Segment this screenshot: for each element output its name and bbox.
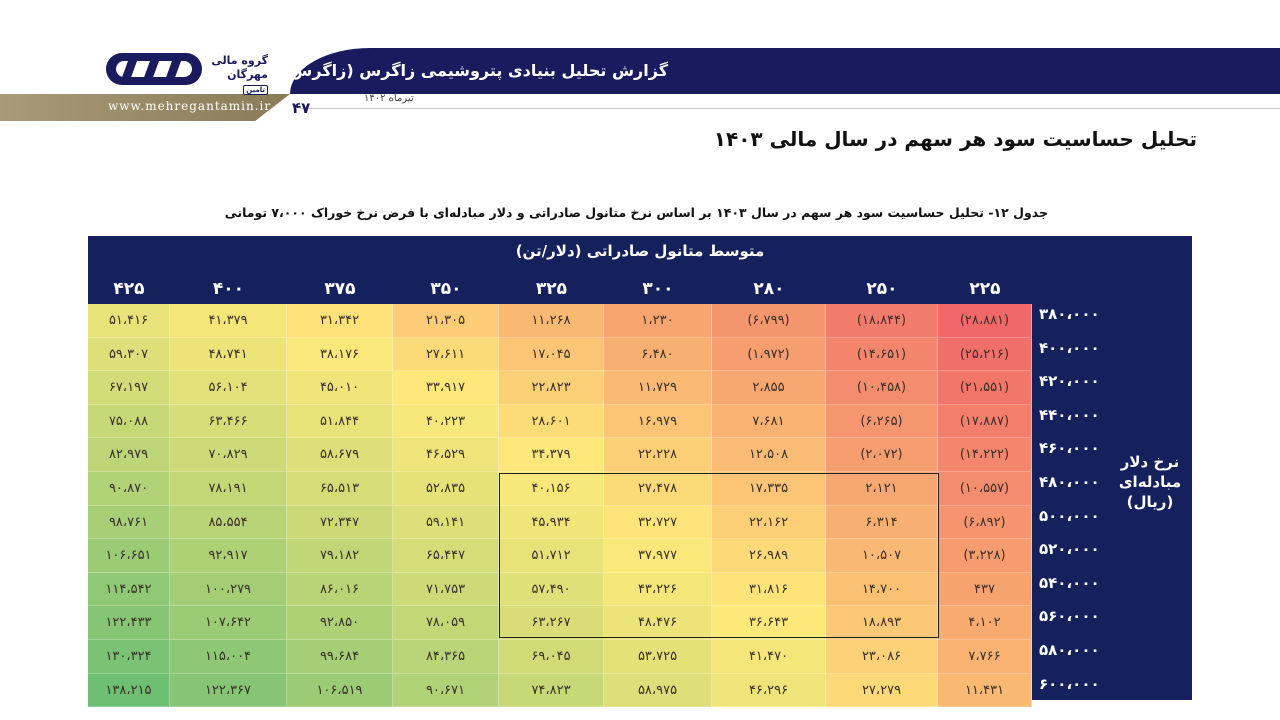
report-title: گزارش تحلیل بنیادی پتروشیمی زاگرس (زاگرس): [282, 61, 668, 80]
logo-tag: تامین: [243, 85, 268, 95]
table-cell: ۶۳،۲۶۷: [499, 606, 604, 640]
row-header: ۵۴۰،۰۰۰: [1039, 573, 1100, 592]
column-group-title: متوسط متانول صادراتی (دلار/تن): [515, 242, 765, 260]
table-cell: ۵۱،۷۱۲: [499, 539, 604, 573]
website-link[interactable]: www.mehregantamin.ir: [108, 99, 272, 113]
table-cell: (۱۴،۶۵۱): [826, 338, 938, 372]
column-header: ۳۰۰: [642, 279, 674, 299]
table-cell: ۴۰،۲۲۳: [393, 405, 499, 439]
table-cell: ۶۳،۴۶۶: [170, 405, 287, 439]
page-number: ۴۷: [292, 99, 311, 117]
page-title: تحلیل حساسیت سود هر سهم در سال مالی ۱۴۰۳: [713, 127, 1197, 151]
table-cell: ۵۲،۸۳۵: [393, 472, 499, 506]
table-cell: ۶۹،۰۴۵: [499, 640, 604, 674]
table-cell: ۴،۱۰۲: [938, 606, 1032, 640]
table-cell: (۱۸،۸۴۴): [826, 304, 938, 338]
table-cell: ۷۹،۱۸۲: [287, 539, 393, 573]
table-cell: ۶،۳۱۴: [826, 506, 938, 540]
table-caption: جدول ۱۲- تحلیل حساسیت سود هر سهم در سال ۱۴۰۳ بر اساس نرخ متانول صادراتی و دلار مبادله‌ای با فرض نرخ خوراک ۷،۰۰۰ تومانی: [224, 205, 1048, 220]
table-cell: ۱۱،۴۳۱: [938, 674, 1032, 708]
table-cell: ۵۷،۴۹۰: [499, 573, 604, 607]
table-cell: ۲۲،۸۲۳: [499, 371, 604, 405]
table-cell: (۲۸،۸۸۱): [938, 304, 1032, 338]
row-header: ۵۶۰،۰۰۰: [1039, 607, 1100, 626]
table-cell: (۶،۸۹۲): [938, 506, 1032, 540]
table-cell: ۴۱،۳۷۹: [170, 304, 287, 338]
table-cell: (۱۰،۴۵۸): [826, 371, 938, 405]
table-cell: ۱۱۵،۰۰۴: [170, 640, 287, 674]
column-header: ۳۵۰: [430, 279, 462, 299]
table-cell: ۴۵،۹۳۴: [499, 506, 604, 540]
table-cell: ۷۸،۱۹۱: [170, 472, 287, 506]
table-cell: ۱۰۰،۲۷۹: [170, 573, 287, 607]
row-header: ۶۰۰،۰۰۰: [1039, 674, 1100, 693]
table-cell: ۴۱،۴۷۰: [712, 640, 826, 674]
table-cell: ۳۱،۳۴۲: [287, 304, 393, 338]
table-cell: ۳۳،۹۱۷: [393, 371, 499, 405]
table-cell: ۴۸،۴۷۶: [604, 606, 712, 640]
row-header: ۴۶۰،۰۰۰: [1039, 439, 1100, 458]
table-cell: ۲۳،۰۸۶: [826, 640, 938, 674]
table-cell: (۱۴،۲۲۲): [938, 438, 1032, 472]
table-cell: ۲۷،۶۱۱: [393, 338, 499, 372]
table-cell: ۱۴،۷۰۰: [826, 573, 938, 607]
table-cell: ۳۴،۳۷۹: [499, 438, 604, 472]
table-cell: ۳۱،۸۱۶: [712, 573, 826, 607]
table-cell: ۵۶،۱۰۴: [170, 371, 287, 405]
column-header: ۲۸۰: [753, 279, 785, 299]
table-cell: ۷۵،۰۸۸: [88, 405, 170, 439]
table-cell: (۲۱،۵۵۱): [938, 371, 1032, 405]
table-cell: ۹۰،۶۷۱: [393, 674, 499, 708]
table-cell: ۳۸،۱۷۶: [287, 338, 393, 372]
table-cell: ۷۲،۳۴۷: [287, 506, 393, 540]
row-header: ۴۰۰،۰۰۰: [1039, 338, 1100, 357]
table-cell: ۵۹،۳۰۷: [88, 338, 170, 372]
table-cell: ۲۲،۱۶۲: [712, 506, 826, 540]
row-header: ۴۲۰،۰۰۰: [1039, 372, 1100, 391]
table-cell: (۲،۰۷۲): [826, 438, 938, 472]
table-cell: ۱۳۰،۳۲۴: [88, 640, 170, 674]
row-header: ۴۴۰،۰۰۰: [1039, 405, 1100, 424]
row-header: ۳۸۰،۰۰۰: [1039, 305, 1100, 323]
table-cell: ۸۵،۵۵۴: [170, 506, 287, 540]
table-cell: ۲۸،۶۰۱: [499, 405, 604, 439]
table-cell: ۶۷،۱۹۷: [88, 371, 170, 405]
table-cell: ۹۰،۸۷۰: [88, 472, 170, 506]
table-cell: ۴۶،۲۹۶: [712, 674, 826, 708]
table-cell: ۷۱،۷۵۳: [393, 573, 499, 607]
company-logo-icon: [104, 50, 204, 88]
table-cell: ۲۷،۲۷۹: [826, 674, 938, 708]
table-cell: ۲،۱۲۱: [826, 472, 938, 506]
table-cell: ۹۸،۷۶۱: [88, 506, 170, 540]
row-header: ۵۸۰،۰۰۰: [1039, 641, 1100, 659]
table-cell: ۴۸،۷۴۱: [170, 338, 287, 372]
table-cell: ۷۰،۸۲۹: [170, 438, 287, 472]
table-cell: ۱۱،۲۶۸: [499, 304, 604, 338]
table-cell: ۱۷،۳۳۵: [712, 472, 826, 506]
table-cell: ۲۱،۳۰۵: [393, 304, 499, 338]
table-cell: ۱۸،۸۹۳: [826, 606, 938, 640]
table-cell: ۷،۷۶۶: [938, 640, 1032, 674]
table-cell: ۵۸،۶۷۹: [287, 438, 393, 472]
table-cell: ۹۲،۹۱۷: [170, 539, 287, 573]
logo-line-2-text: مهرگان: [227, 68, 268, 81]
table-cell: ۸۶،۰۱۶: [287, 573, 393, 607]
table-cell: ۶،۴۸۰: [604, 338, 712, 372]
table-cell: ۳۲،۷۲۷: [604, 506, 712, 540]
table-cell: ۶۵،۵۱۳: [287, 472, 393, 506]
table-cell: (۱۷،۸۸۷): [938, 405, 1032, 439]
table-cell: (۱۰،۵۵۷): [938, 472, 1032, 506]
table-cell: ۹۹،۶۸۴: [287, 640, 393, 674]
logo-line-1: گروه مالی: [211, 54, 268, 67]
table-cell: ۸۴،۳۶۵: [393, 640, 499, 674]
table-cell: (۶،۷۹۹): [712, 304, 826, 338]
table-cell: ۱۳۸،۲۱۵: [88, 674, 170, 708]
table-cell: ۱۲۲،۴۳۳: [88, 606, 170, 640]
table-cell: ۱۰۶،۵۱۹: [287, 674, 393, 708]
table-cell: ۱۱،۷۲۹: [604, 371, 712, 405]
row-axis-label: [1112, 452, 1188, 512]
table-cell: ۱۶،۹۷۹: [604, 405, 712, 439]
column-header: ۳۲۵: [535, 279, 568, 299]
column-header: ۳۷۵: [324, 279, 356, 299]
table-cell: ۱۷،۰۴۵: [499, 338, 604, 372]
table-cell: ۷۴،۸۲۳: [499, 674, 604, 708]
column-header: ۴۲۵: [113, 279, 145, 299]
table-cell: ۵۳،۷۲۵: [604, 640, 712, 674]
table-cell: (۲۵،۲۱۶): [938, 338, 1032, 372]
table-cell: ۲،۸۵۵: [712, 371, 826, 405]
table-cell: ۳۶،۶۴۳: [712, 606, 826, 640]
table-cell: ۸۲،۹۷۹: [88, 438, 170, 472]
row-axis-label-1: نرخ دلار: [1120, 453, 1180, 471]
table-cell: ۱۰۷،۶۴۲: [170, 606, 287, 640]
table-cell: ۱۱۴،۵۴۲: [88, 573, 170, 607]
table-cell: ۴۵،۰۱۰: [287, 371, 393, 405]
table-cell: ۲۲،۲۲۸: [604, 438, 712, 472]
table-cell: ۶۵،۴۴۷: [393, 539, 499, 573]
row-header: ۴۸۰،۰۰۰: [1039, 473, 1100, 491]
table-cell: ۵۱،۸۴۴: [287, 405, 393, 439]
table-cell: ۱۰۶،۶۵۱: [88, 539, 170, 573]
row-axis-label-2: مبادله‌ای: [1118, 473, 1182, 491]
report-date: تیرماه ۱۴۰۲: [364, 93, 414, 104]
table-cell: ۷۸،۰۵۹: [393, 606, 499, 640]
table-cell: ۹۲،۸۵۰: [287, 606, 393, 640]
row-header: ۵۰۰،۰۰۰: [1039, 506, 1100, 525]
header-divider: [300, 108, 1280, 109]
row-header: ۵۲۰،۰۰۰: [1039, 540, 1100, 559]
row-axis-label-3: (ریال): [1126, 493, 1174, 511]
table-cell: ۴۶،۵۲۹: [393, 438, 499, 472]
table-cell: ۴۰،۱۵۶: [499, 472, 604, 506]
table-cell: ۴۳،۲۲۶: [604, 573, 712, 607]
table-cell: (۶،۲۶۵): [826, 405, 938, 439]
table-cell: ۵۸،۹۷۵: [604, 674, 712, 708]
table-cell: ۴۳۷: [938, 573, 1032, 607]
column-header: ۲۵۰: [866, 279, 898, 299]
table-cell: ۲۶،۹۸۹: [712, 539, 826, 573]
table-cell: (۱،۹۷۲): [712, 338, 826, 372]
table-cell: ۱۲۲،۳۶۷: [170, 674, 287, 708]
table-cell: ۱۰،۵۰۷: [826, 539, 938, 573]
column-header: ۲۲۵: [969, 279, 1001, 299]
table-cell: ۲۷،۴۷۸: [604, 472, 712, 506]
table-cell: ۳۷،۹۷۷: [604, 539, 712, 573]
table-cell: (۳،۲۲۸): [938, 539, 1032, 573]
table-cell: ۵۱،۴۱۶: [88, 304, 170, 338]
column-header: ۴۰۰: [212, 279, 245, 299]
table-cell: ۱،۲۳۰: [604, 304, 712, 338]
table-cell: ۷،۶۸۱: [712, 405, 826, 439]
logo-text: [206, 54, 268, 97]
table-cell: ۱۲،۵۰۸: [712, 438, 826, 472]
table-cell: ۵۹،۱۴۱: [393, 506, 499, 540]
logo-line-2: [206, 68, 268, 97]
